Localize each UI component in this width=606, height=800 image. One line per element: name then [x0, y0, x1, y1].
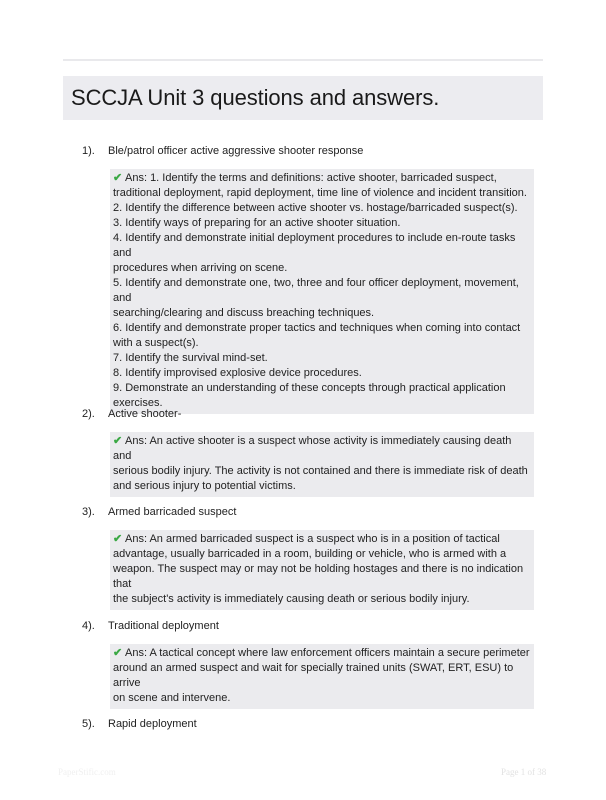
answer-box	[110, 530, 534, 610]
check-icon: ✔	[113, 435, 123, 447]
answer-line: and serious injury to potential victims.	[113, 480, 296, 492]
answer-line: searching/clearing and discuss breaching techniques.	[113, 307, 375, 319]
answer-box	[110, 169, 534, 414]
check-icon: ✔	[113, 533, 123, 545]
answer-line: 9. Demonstrate an understanding of these concepts through practical application	[113, 382, 506, 394]
answer-line: traditional deployment, rapid deployment, time line of violence and incident transition.	[113, 187, 527, 199]
answer-line: 4. Identify and demonstrate initial deployment procedures to include en-route tasks and	[113, 232, 516, 259]
question-text: Active shooter-	[108, 408, 182, 420]
answer-line: 2. Identify the difference between active shooter vs. hostage/barricaded suspect(s).	[113, 202, 518, 214]
question-number: 5).	[82, 718, 95, 730]
answer-line: 3. Identify ways of preparing for an active shooter situation.	[113, 217, 401, 229]
footer-site: PaperStific.com	[58, 767, 116, 777]
question-number: 2).	[82, 408, 95, 420]
top-divider	[63, 59, 543, 61]
answer-line: around an armed suspect and wait for specially trained units (SWAT, ERT, ESU) to arrive	[113, 662, 514, 689]
answer-line: Ans: An armed barricaded suspect is a suspect who is in a position of tactical	[125, 533, 500, 545]
question-number: 1).	[82, 145, 95, 157]
question-number: 4).	[82, 620, 95, 632]
page-number: Page 1 of 38	[501, 767, 547, 777]
answer-box	[110, 432, 534, 497]
answer-line: procedures when arriving on scene.	[113, 262, 288, 274]
answer-box	[110, 644, 534, 709]
answer-line: 6. Identify and demonstrate proper tactics and techniques when coming into contact	[113, 322, 521, 334]
answer-line: advantage, usually barricaded in a room, building or vehicle, who is armed with a	[113, 548, 507, 560]
answer-line: exercises.	[113, 397, 163, 409]
answer-line: the subject's activity is immediately causing death or serious bodily injury.	[113, 593, 470, 605]
question-number: 3).	[82, 506, 95, 518]
answer-line: Ans: 1. Identify the terms and definitions: active shooter, barricaded suspect,	[125, 172, 497, 184]
question-text: Rapid deployment	[108, 718, 197, 730]
question-text: Armed barricaded suspect	[108, 506, 237, 518]
question-text: Traditional deployment	[108, 620, 219, 632]
answer-line: weapon. The suspect may or may not be holding hostages and there is no indication that	[113, 563, 524, 590]
answer-line: 5. Identify and demonstrate one, two, three and four officer deployment, movement, and	[113, 277, 519, 304]
title-banner	[63, 76, 543, 120]
answer-line: Ans: A tactical concept where law enforcement officers maintain a secure perimeter	[125, 647, 530, 659]
answer-line: on scene and intervene.	[113, 692, 231, 704]
answer-line: 8. Identify improvised explosive device procedures.	[113, 367, 362, 379]
answer-line: serious bodily injury. The activity is not contained and there is immediate risk of death	[113, 465, 528, 477]
answer-line: Ans: An active shooter is a suspect whose activity is immediately causing death and	[113, 435, 512, 462]
page-title: SCCJA Unit 3 questions and answers.	[71, 85, 440, 110]
check-icon: ✔	[113, 647, 123, 659]
answer-line: with a suspect(s).	[113, 337, 199, 349]
answer-line: 7. Identify the survival mind-set.	[113, 352, 268, 364]
check-icon: ✔	[113, 172, 123, 184]
question-text: Ble/patrol officer active aggressive shooter response	[108, 145, 364, 157]
